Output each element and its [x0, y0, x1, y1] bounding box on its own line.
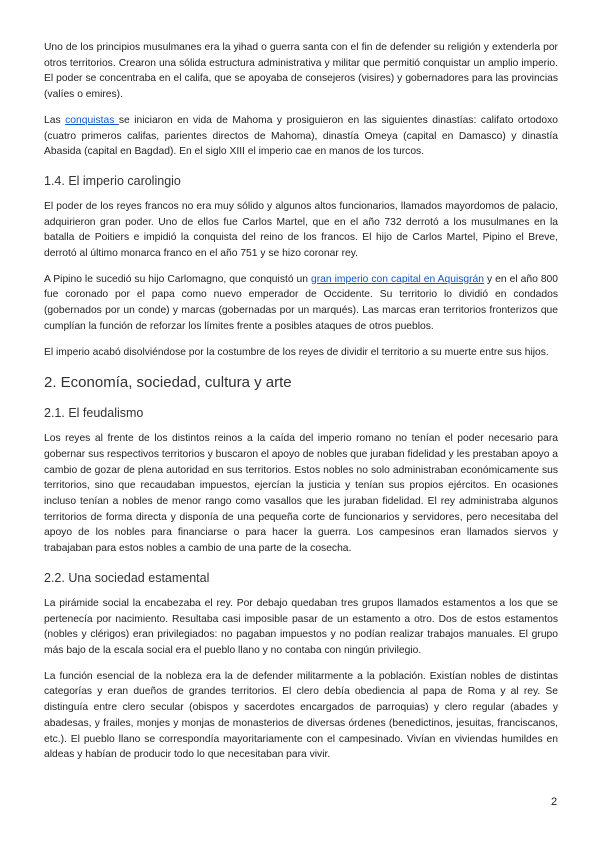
heading-feudalismo: 2.1. El feudalismo — [44, 406, 144, 421]
text-segment: A Pipino le sucedió su hijo Carlomagno, que conquistó un — [44, 273, 312, 285]
text-segment: Las — [44, 114, 66, 126]
page-number: 2 — [551, 796, 558, 808]
text-segment: se iniciaron en vida de Mahoma y prosiguieron en las siguientes dinastías: califato ortodoxo (cuatro primeros califas, parientes directos de Mahoma), dinastía Omeya (capital en Damasco) y dinastía Abasida (capital en Bagdad). En el siglo XIII el imperio cae en manos de los turcos. — [44, 114, 558, 158]
paragraph-disolucion: El imperio acabó disolviéndose por la costumbre de los reyes de dividir el territorio a su muerte entre sus hijos. — [44, 346, 549, 358]
heading-economia-sociedad: 2. Economía, sociedad, cultura y arte — [44, 374, 292, 392]
paragraph-conquistas — [44, 113, 558, 160]
heading-imperio-carolingio: 1.4. El imperio carolingio — [44, 173, 181, 188]
text-segment: y en el año 800 fue coronado por el papa como nuevo emperador de Occidente. Su territorio lo dividió en condados (gobernados por un conde) y marcas (gobernadas por un marqués). Las marcas eran territorios fronterizos que cumplían la función de reforzar los límites frente a posibles ataques de otros pueblos. — [44, 273, 558, 332]
heading-sociedad-estamental: 2.2. Una sociedad estamental — [44, 570, 210, 585]
paragraph-carlomagno — [44, 272, 558, 335]
document-page — [44, 40, 558, 773]
paragraph-feudalismo: Los reyes al frente de los distintos reinos a la caída del imperio romano no tenían el poder necesario para gobernar sus respectivos territorios y buscaron el apoyo de nobles que juraban fidelidad y les prestaban apoyo a cambio de gozar de plena autoridad en sus territorios. Estos nobles no solo administraban económicamente sus territorios, sino que recaudaban impuestos, ejercían la justicia y tenían sus propios ejércitos. En ocasiones incluso tenían a nobles de menor rango como vasallos que les juraban fidelidad. El rey administraba algunos territorios de forma directa y disponía de una pequeña corte de funcionarios y servidores, pero necesitaba del apoyo de los nobles para financiarse o para hacer la guerra. Los campesinos eran llamados siervos y trabajaban para estos nobles a cambio de una parte de la cosecha. — [44, 433, 559, 555]
gran-imperio-link[interactable]: gran imperio con capital en Aquisgrán — [311, 273, 485, 285]
paragraph-reyes-francos: El poder de los reyes francos no era muy sólido y algunos altos funcionarios, llamados mayordomos de palacio, adquirieron gran poder. Uno de ellos fue Carlos Martel, que en el año 732 derrotó a los musulmanes en la batalla de Poitiers e impidió la conquista del reino de los francos. El hijo de Carlos Martel, Pipino el Breve, derrotó al último monarca franco en el año 751 y se hizo coronar rey. — [44, 200, 558, 260]
conquistas-link[interactable]: conquistas — [65, 114, 119, 126]
paragraph-yihad: Uno de los principios musulmanes era la yihad o guerra santa con el fin de defender su religión y extenderla por otros territorios. Crearon una sólida estructura administrativa y militar que permitió conquistar un amplio imperio. El poder se concentraba en el califa, que se apoyaba de consejeros (visires) y gobernadores para las provincias (valíes o emires). — [44, 42, 558, 101]
paragraph-nobleza-clero: La función esencial de la nobleza era la de defender militarmente a la población. Existían nobles de distintas categorías y eran dueños de grandes territorios. El clero debía obediencia al papa de Roma y al rey. Se distinguía entre clero secular (obispos y sacerdotes encargados de parroquias) y clero regular (abades y abadesas, y frailes, monjes y monjas de monasterios de diversas órdenes (benedictinos, jesuitas, franciscanos, etc.). El pueblo llano se correspondía mayoritariamente con el campesinado. Vivían en viviendas humildes en aldeas y habían de producir todo lo que necesitaban para vivir. — [44, 670, 558, 761]
paragraph-piramide-social: La pirámide social la encabezaba el rey. Por debajo quedaban tres grupos llamados estamentos a los que se pertenecía por nacimiento. Resultaba casi imposible pasar de un estamento a otro. Dos de estos estamentos (nobles y clérigos) eran privilegiados: no pagaban impuestos y no podían realizar trabajos manuales. El grupo más bajo de la escala social era el pueblo llano y no contaba con ningún privilegio. — [44, 597, 558, 656]
